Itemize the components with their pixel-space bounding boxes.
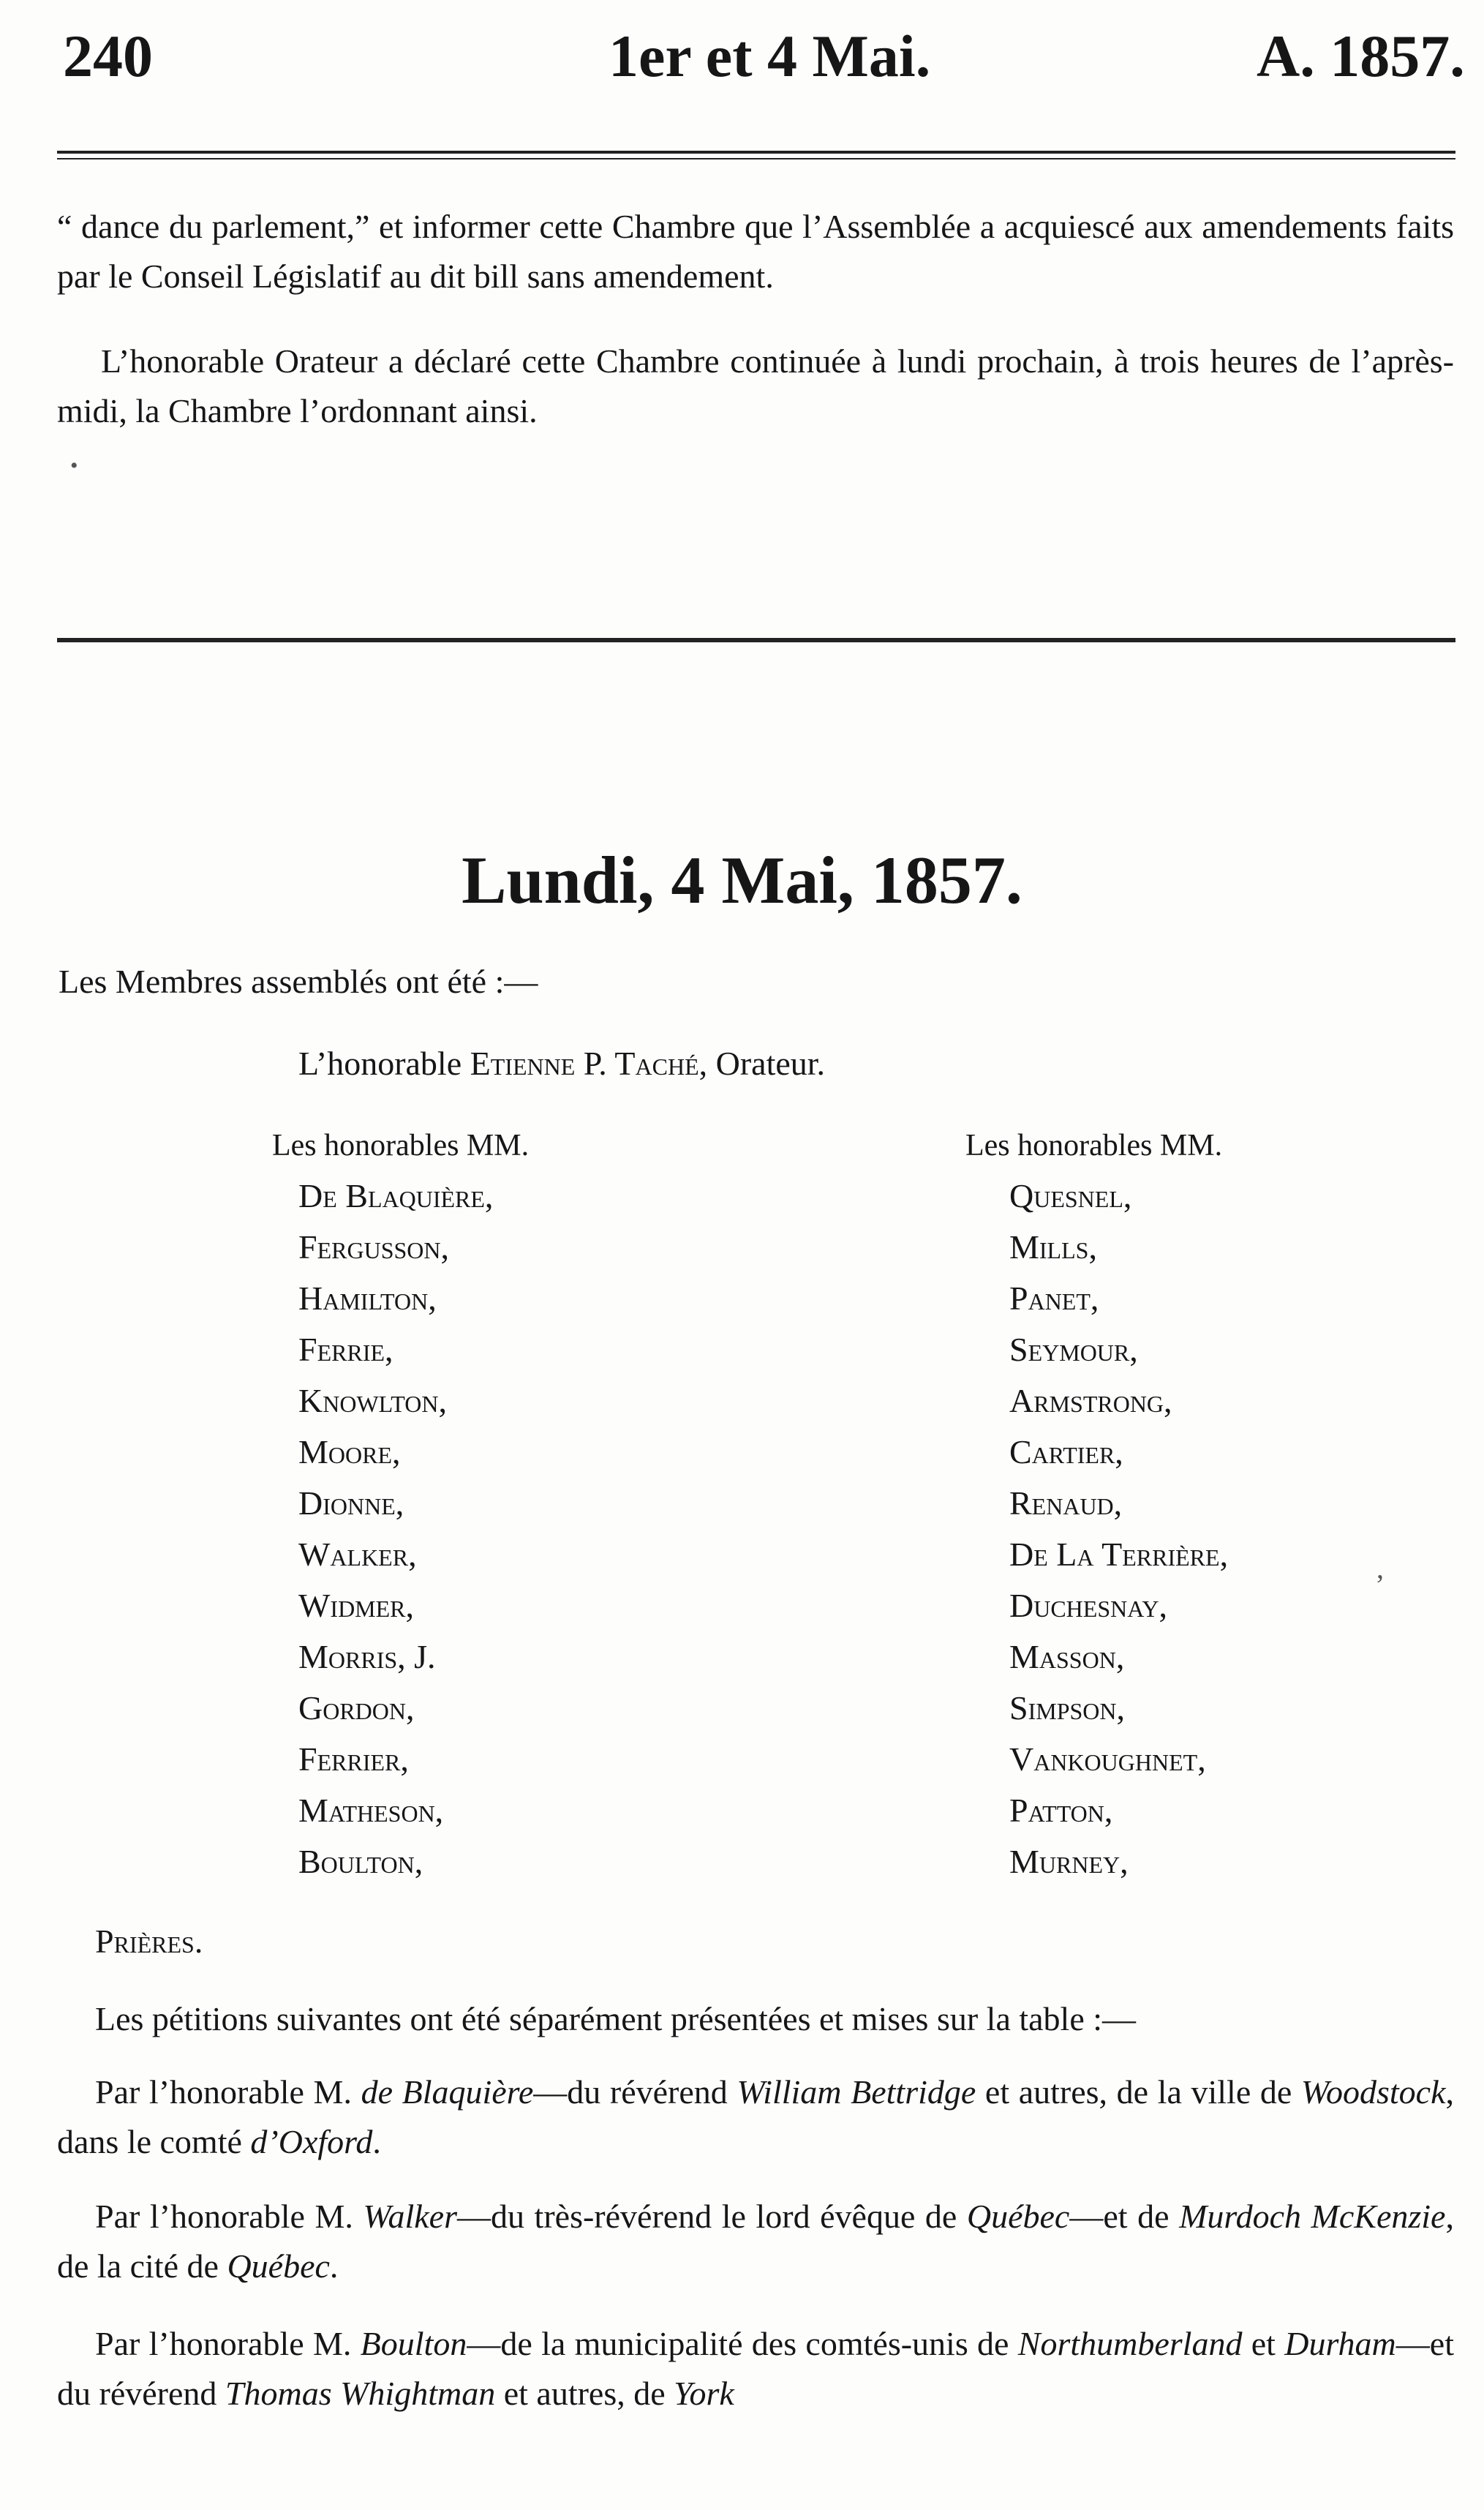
speaker-line — [298, 1039, 825, 1089]
member-name: Walker, — [298, 1536, 417, 1573]
stray-mark: , — [1376, 1552, 1384, 1585]
member-name: Knowlton, — [298, 1382, 447, 1419]
member-name: Morris, J. — [298, 1638, 436, 1675]
speaker-role: , Orateur. — [698, 1045, 826, 1082]
petition-3: Par l’honorable M. Boulton—de la municipalité des comtés-unis de Northumberland et Durham—et du révérend Thomas Whightman et autres, de York — [57, 2325, 1454, 2412]
member-name: Duchesnay, — [1009, 1587, 1168, 1624]
member-name: Ferrier, — [298, 1740, 409, 1778]
member-name: Widmer, — [298, 1587, 415, 1624]
page-date-heading: 1er et 4 Mai. — [609, 23, 931, 89]
member-name: Boulton, — [298, 1843, 423, 1880]
member-name: De Blaquière, — [298, 1177, 494, 1214]
member-name: Mills, — [1009, 1228, 1097, 1266]
member-name: Ferrie, — [298, 1331, 393, 1368]
member-name: Panet, — [1009, 1280, 1099, 1317]
prieres-heading: Prières. — [95, 1923, 203, 1960]
header-rule-thin — [57, 158, 1455, 159]
session-title: Lundi, 4 Mai, 1857. — [462, 843, 1022, 917]
member-name: Vankoughnet, — [1009, 1740, 1206, 1778]
member-name: Masson, — [1009, 1638, 1125, 1675]
member-name: Fergusson, — [298, 1228, 450, 1266]
section-divider — [57, 638, 1455, 642]
member-name: Simpson, — [1009, 1689, 1126, 1726]
speaker-prefix: L’honorable — [298, 1045, 462, 1082]
stray-mark: • — [70, 454, 78, 478]
member-name: Seymour, — [1009, 1331, 1138, 1368]
header-rule — [57, 151, 1455, 154]
member-name: Renaud, — [1009, 1484, 1123, 1522]
petition-2: Par l’honorable M. Walker—du très-révérend le lord évêque de Québec—et de Murdoch McKenzie, de la cité de Québec. — [57, 2198, 1454, 2285]
members-heading-right: Les honorables MM. — [965, 1129, 1223, 1162]
member-name: Cartier, — [1009, 1433, 1123, 1470]
continuation-paragraph-1: “ dance du parlement,” et informer cette Chambre que l’Assemblée a acquiescé aux amendements faits par le Conseil Législatif au dit bill sans amendement. — [57, 208, 1454, 295]
member-name: De La Terrière, — [1009, 1536, 1229, 1573]
member-name: Hamilton, — [298, 1280, 437, 1317]
member-name: Dionne, — [298, 1484, 404, 1522]
speaker-name: Etienne P. Taché — [470, 1045, 699, 1082]
petitions-intro: Les pétitions suivantes ont été séparément présentées et mises sur la table :— — [95, 2000, 1137, 2037]
member-name: Gordon, — [298, 1689, 415, 1726]
member-name: Murney, — [1009, 1843, 1129, 1880]
petition-1: Par l’honorable M. de Blaquière—du révérend William Bettridge et autres, de la ville de Woodstock, dans le comté d’Oxford. — [57, 2073, 1455, 2160]
member-name: Quesnel, — [1009, 1177, 1132, 1214]
members-heading-left: Les honorables MM. — [272, 1129, 530, 1162]
page-year: A. 1857. — [1257, 23, 1465, 89]
members-right-column — [1009, 1171, 1228, 1887]
member-name: Patton, — [1009, 1792, 1113, 1829]
page-number: 240 — [63, 23, 153, 89]
members-intro: Les Membres assemblés ont été :— — [59, 963, 538, 1000]
members-left-column — [298, 1171, 493, 1887]
member-name: Armstrong, — [1009, 1382, 1172, 1419]
member-name: Matheson, — [298, 1792, 444, 1829]
member-name: Moore, — [298, 1433, 401, 1470]
continuation-paragraph-2: L’honorable Orateur a déclaré cette Chambre continuée à lundi prochain, à trois heures de l’après-midi, la Chambre l’ordonnant ainsi. — [57, 342, 1454, 429]
